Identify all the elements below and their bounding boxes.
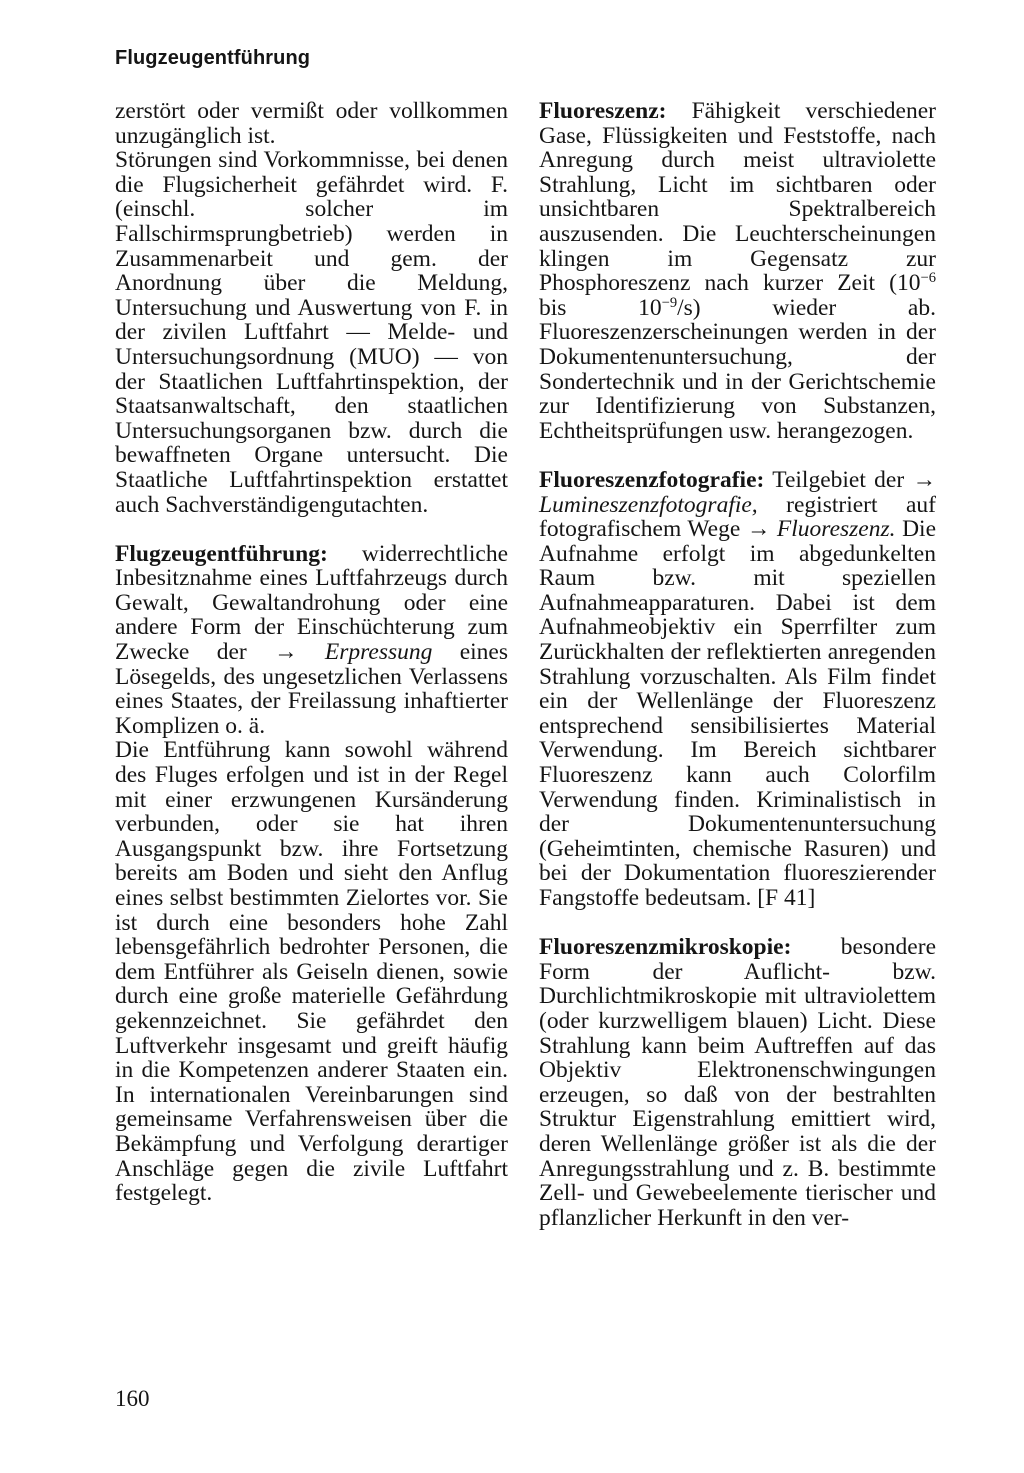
entry-term: Fluoreszenzfotografie:: [539, 466, 765, 493]
exponent: −6: [920, 270, 936, 287]
continuation-paragraph-2: Störungen sind Vorkommnisse, bei denen die Flugsicherheit gefährdet wird. F. (einschl. solcher im Fallschirmsprungbetrieb) werden in Zusammenarbeit und gem. der Anordnung über die Meldung, Untersuchung und Auswertung von F. in der zivilen Luftfahrt — Melde- und Untersuchungsordnung (MUO) — von der Staatlichen Luftfahrtinspektion, der Staatsanwaltschaft, den staatlichen Untersuchungsorganen bzw. durch die bewaffneten Organe untersucht. Die Staatliche Luftfahrtinspektion erstattet auch Sachverständigengutachten.: [115, 147, 508, 518]
cross-reference-arrow: →: [746, 516, 771, 543]
entry-text: eines Lösegelds, des ungesetzlichen Verlassens eines Staates, der Freilassung inhaftierter Komplizen o. ä.: [115, 639, 509, 739]
continuation-paragraph-1: zerstört oder vermißt oder vollkommen unzugänglich ist.: [115, 98, 508, 149]
page-number: 160: [115, 1386, 150, 1411]
entry-fluoreszenz: [539, 99, 936, 443]
entry-term: Flugzeugentführung:: [115, 540, 328, 567]
entry-text: /s) wieder ab. Fluoreszenzerscheinungen werden in der Dokumentenuntersuchung, der Sondertechnik und in der Gerichtschemie zur Identifizierung von Substanzen, Echtheitsprüfungen usw. herangezogen.: [539, 294, 936, 444]
entry-text: bis 10: [539, 294, 662, 321]
running-head: Flugzeugentführung: [115, 47, 311, 69]
cross-reference-fluoreszenz[interactable]: Fluoreszenz.: [776, 516, 896, 543]
entry-term: Fluoreszenz:: [539, 98, 667, 124]
left-column: [115, 99, 508, 1206]
entry-flugzeugentfuehrung: [115, 542, 508, 739]
entry-text: Teilgebiet der: [764, 466, 913, 493]
right-column: [539, 99, 936, 1230]
cross-reference-erpressung[interactable]: Erpressung: [324, 639, 433, 666]
entry-text: registriert auf fotografischem Wege: [539, 491, 936, 543]
entry-term: Fluoreszenzmikroskopie:: [539, 934, 792, 961]
exponent: −9: [661, 294, 678, 311]
entry-text: widerrechtliche Inbesitznahme eines Luftfahrzeugs durch Gewalt, Gewaltandrohung oder eine andere Form der Einschüchterung zum Zwecke der: [115, 540, 508, 666]
entry-text: Die Aufnahme erfolgt im abgedunkelten Raum bzw. mit speziellen Aufnahmeapparaturen. Dabei ist dem Aufnahmeobjektiv ein Sperrfilter zum Zurückhalten der reflektierten anregenden Strahlung vorzuschalten. Als Film findet ein der Wellenlänge der Fluoreszenz entsprechend sensibilisiertes Material Verwendung. Im Bereich sichtbarer Fluoreszenz kann auch Colorfilm Verwendung finden. Kriminalistisch in der Dokumentenuntersuchung (Geheimtinten, chemische Rasuren) und bei der Dokumentation fluoreszierender Fangstoffe bedeutsam. [F 41]: [539, 516, 937, 911]
cross-reference-arrow: →: [274, 639, 298, 666]
cross-reference-lumineszenzfotografie[interactable]: Lumineszenzfotografie,: [539, 491, 758, 518]
entry-fluoreszenzfotografie: [539, 468, 936, 911]
entry-fluoreszenzmikroskopie: [539, 935, 936, 1230]
cross-reference-arrow: →: [912, 466, 936, 493]
entry-text: besondere Form der Auflicht- bzw. Durchlichtmikroskopie mit ultraviolettem (oder kurzwelligem blauen) Licht. Diese Strahlung kann beim Auftreffen auf das Objektiv Elektronenschwingungen erzeugen, so daß von der bestrahlten Struktur Eigenstrahlung emittiert wird, deren Wellenlänge größer ist als die der Anregungsstrahlung und z. B. bestimmte Zell- und Gewebeelemente tierischer und pflanzlicher Herkunft in den ver-: [539, 934, 936, 1231]
entry-text: Fähigkeit verschiedener Gase, Flüssigkeiten und Feststoffe, nach Anregung durch meist ultraviolette Strahlung, Licht im sichtbaren oder unsichtbaren Spektralbereich auszusenden. Die Leuchterscheinungen klingen im Gegensatz zur Phosphoreszenz nach kurzer Zeit (10: [539, 98, 936, 297]
entry-flugzeugentfuehrung-paragraph-2: Die Entführung kann sowohl während des Fluges erfolgen und ist in der Regel mit einer erzwungenen Kursänderung verbunden, oder sie hat ihren Ausgangspunkt bzw. ihre Fortsetzung bereits am Boden und sieht den Anflug eines selbst bestimmten Zielortes vor. Sie ist durch eine besonders hohe Zahl lebensgefährlich bedrohter Personen, die dem Entführer als Geiseln dienen, sowie durch eine große materielle Gefährdung gekennzeichnet. Sie gefährdet den Luftverkehr insgesamt und greift häufig in die Kompetenzen anderer Staaten ein. In internationalen Vereinbarungen sind gemeinsame Verfahrensweisen über die Bekämpfung und Verfolgung derartiger Anschläge gegen die zivile Luftfahrt festgelegt.: [115, 737, 508, 1207]
